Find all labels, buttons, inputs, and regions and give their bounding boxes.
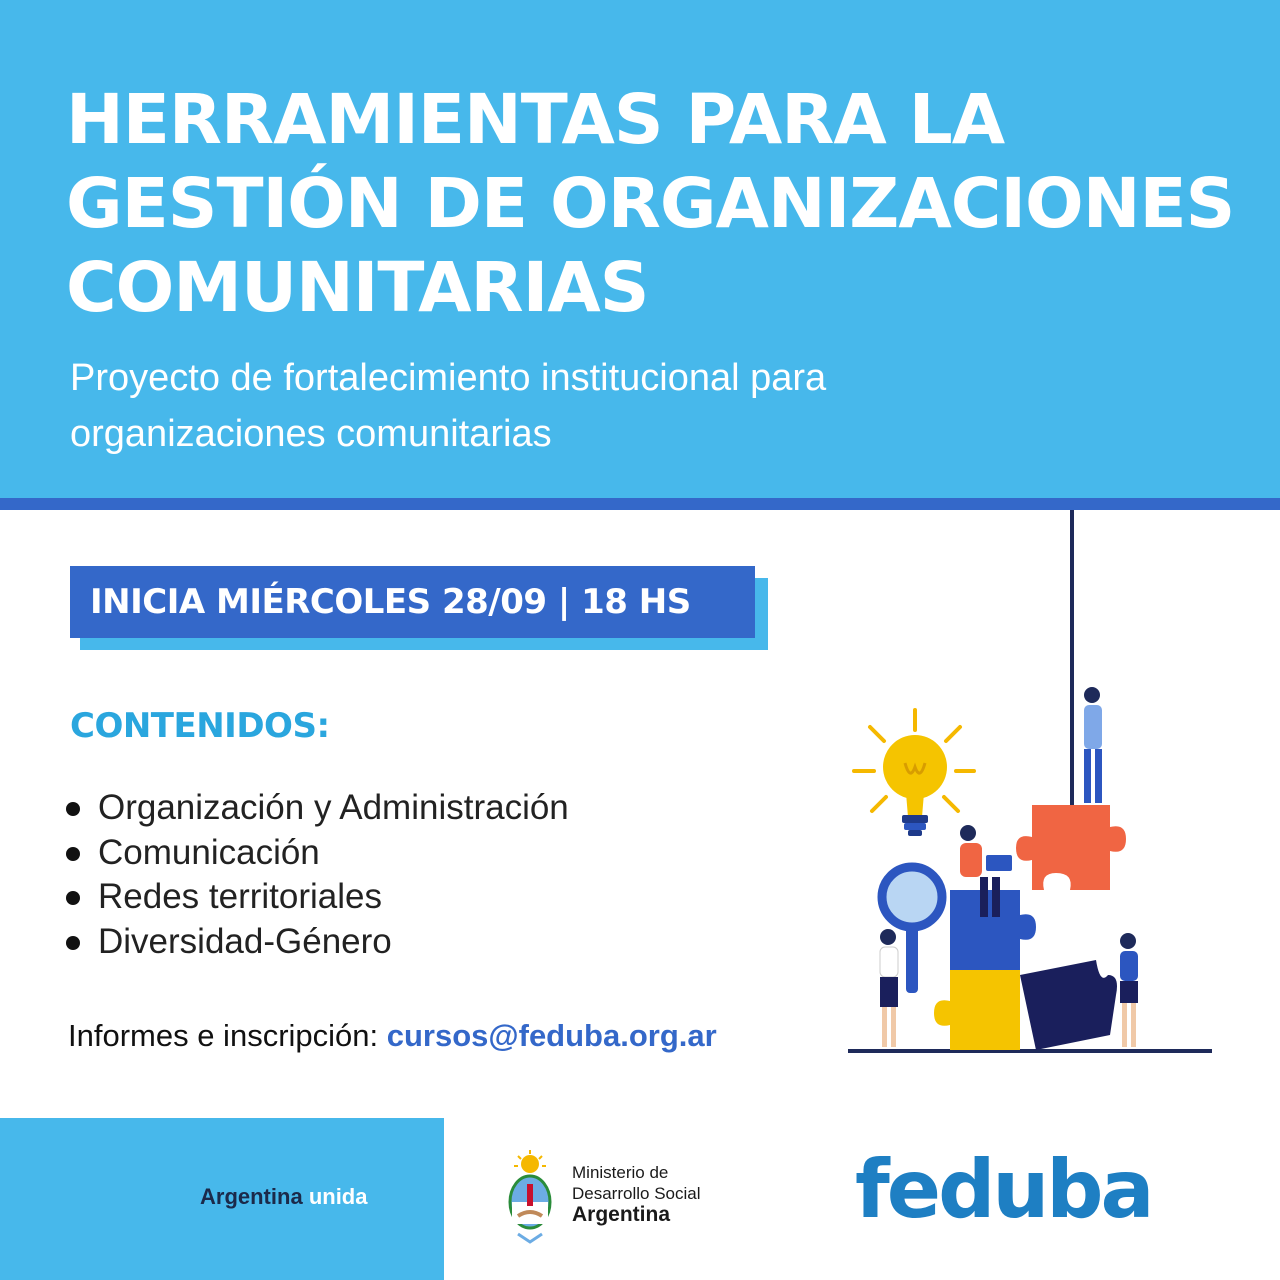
subtitle-line-1: Proyecto de fortalecimiento institucional para bbox=[70, 357, 827, 399]
title-line-2: GESTIÓN DE ORGANIZACIONES bbox=[66, 164, 1235, 244]
info-line bbox=[68, 1018, 717, 1054]
coat-of-arms-icon bbox=[510, 1150, 550, 1242]
ministry-line-1: Ministerio de bbox=[572, 1163, 669, 1182]
bullet-icon bbox=[66, 936, 80, 950]
pole bbox=[1070, 510, 1074, 810]
argentina-text: Argentina bbox=[200, 1184, 303, 1209]
list-item bbox=[66, 875, 569, 920]
list-item bbox=[66, 831, 569, 876]
lightbulb-icon bbox=[854, 710, 974, 836]
list-item-label: Comunicación bbox=[98, 832, 320, 872]
page-subtitle bbox=[70, 350, 1070, 462]
contents-heading: CONTENIDOS: bbox=[70, 706, 330, 746]
teamwork-illustration bbox=[840, 505, 1230, 1065]
feduba-logo: feduba bbox=[855, 1143, 1152, 1236]
list-item-label: Diversidad-Género bbox=[98, 921, 392, 961]
bullet-icon bbox=[66, 802, 80, 816]
unida-text: unida bbox=[308, 1184, 368, 1209]
page-title bbox=[66, 78, 1246, 330]
ministry-name bbox=[572, 1162, 701, 1225]
ministry-country: Argentina bbox=[572, 1203, 671, 1226]
ground-line bbox=[848, 1049, 1212, 1053]
list-item bbox=[66, 786, 569, 831]
title-line-3: COMUNITARIAS bbox=[66, 248, 649, 328]
contents-list bbox=[66, 786, 569, 964]
date-banner: INICIA MIÉRCOLES 28/09 | 18 HS bbox=[70, 566, 755, 638]
subtitle-line-2: organizaciones comunitarias bbox=[70, 413, 552, 455]
list-item-label: Organización y Administración bbox=[98, 788, 569, 827]
list-item bbox=[66, 920, 569, 965]
info-label: Informes e inscripción: bbox=[68, 1018, 387, 1053]
bullet-icon bbox=[66, 847, 80, 861]
title-line-1: HERRAMIENTAS PARA LA bbox=[66, 80, 1005, 160]
ministry-line-2: Desarrollo Social bbox=[572, 1184, 701, 1203]
email-link[interactable]: cursos@feduba.org.ar bbox=[386, 1018, 717, 1053]
puzzle-pieces bbox=[934, 805, 1126, 1050]
bullet-icon bbox=[66, 891, 80, 905]
argentina-unida-logo bbox=[200, 1184, 367, 1210]
list-item-label: Redes territoriales bbox=[98, 877, 382, 916]
